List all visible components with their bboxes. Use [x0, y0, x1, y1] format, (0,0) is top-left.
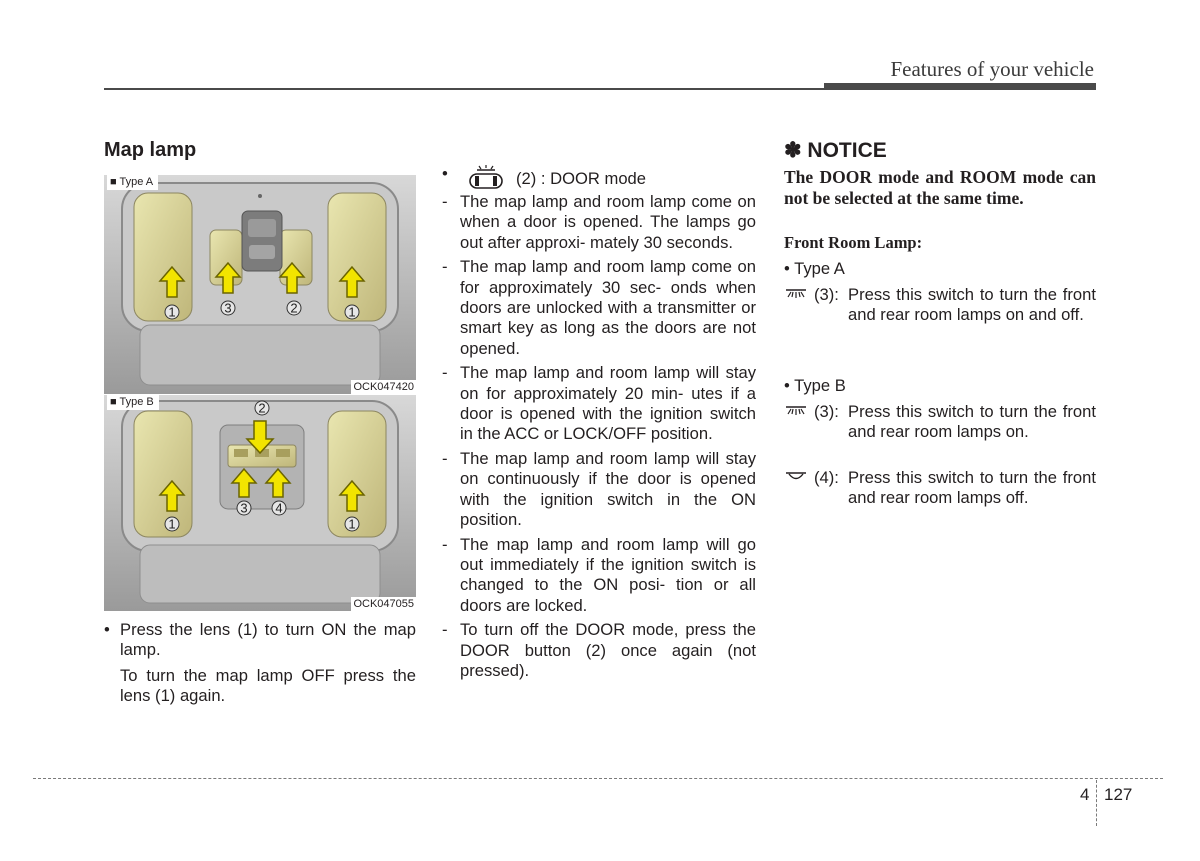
map-lamp-type-b-illustration — [104, 395, 416, 611]
callout-label: 2 — [290, 300, 298, 316]
callout-label: 1 — [348, 516, 356, 532]
door-mode-item: The map lamp and room lamp will stay on continuously if the door is opened with the ignition switch in the ON position. — [460, 448, 756, 530]
room-lamp-off-icon — [784, 469, 808, 485]
switch-description: Press this switch to turn the front and rear room lamps on and off. — [848, 285, 1096, 325]
door-mode-heading: (2) : DOOR mode — [516, 169, 647, 188]
callout-label: 3 — [224, 300, 232, 316]
bullet-mark: • — [442, 164, 448, 183]
callout-label: 1 — [168, 304, 176, 320]
switch-number: (4): — [814, 468, 839, 487]
switch-number: (3): — [814, 285, 839, 304]
header-rule — [104, 88, 1096, 90]
running-header: Features of your vehicle — [890, 57, 1094, 81]
map-lamp-type-a-illustration — [104, 175, 416, 394]
notice-body: The DOOR mode and ROOM mode can not be selected at the same time. — [784, 167, 1096, 208]
door-mode-item: The map lamp and room lamp will stay on for approximately 20 min- utes if a door is opened with the ignition switch in the ACC or LOCK/OFF position. — [460, 363, 756, 444]
bullet-mark: • — [104, 620, 110, 639]
callout-label: 2 — [258, 400, 266, 416]
page-number: 127 — [1104, 785, 1133, 804]
type-a-label: • Type A — [784, 259, 845, 278]
door-mode-section — [442, 164, 756, 685]
type-b-label: • Type B — [784, 376, 846, 395]
door-switch-icon — [464, 164, 508, 190]
turn-off-text: To turn the map lamp OFF press the lens (1) again. — [120, 665, 416, 706]
footer-vertical-divider — [1096, 780, 1097, 826]
callout-label: 4 — [275, 500, 283, 516]
map-lamp-instructions — [104, 620, 416, 707]
door-mode-item: The map lamp and room lamp will go out immediately if the ignition switch is changed to the ON posi- tion or all doors are locked. — [460, 534, 756, 615]
figure-type-a — [104, 175, 416, 394]
type-b-room-switch-on — [784, 402, 1096, 443]
dash-mark: - — [442, 534, 448, 554]
switch-description: Press this switch to turn the front and rear room lamps on. — [848, 402, 1096, 442]
dash-mark: - — [442, 363, 448, 383]
figure-type-label: ■ Type B — [107, 395, 159, 410]
dash-mark: - — [442, 192, 448, 211]
callout-label: 1 — [348, 304, 356, 320]
switch-number: (3): — [814, 402, 839, 421]
type-a-room-switch — [784, 285, 1096, 326]
callout-label: 1 — [168, 516, 176, 532]
door-mode-item: The map lamp and room lamp come on when a door is opened. The lamps go out after approxi- mately 30 seconds. — [460, 192, 756, 252]
press-lens-text: Press the lens (1) to turn ON the map lamp. — [120, 620, 416, 660]
chapter-number: 4 — [1080, 785, 1090, 804]
notice-title: ✽ NOTICE — [784, 139, 887, 162]
room-lamp-on-icon — [784, 286, 808, 302]
room-lamp-on-icon — [784, 403, 808, 419]
callout-label: 3 — [240, 500, 248, 516]
figure-code: OCK047055 — [353, 598, 414, 610]
figure-type-label: ■ Type A — [107, 175, 158, 190]
figure-type-b — [104, 395, 416, 611]
footer-divider — [33, 778, 1163, 779]
door-mode-item: The map lamp and room lamp come on for approximately 30 sec- onds when doors are unlocked with a transmitter or smart key as long as the doors are not opened. — [460, 257, 756, 358]
dash-mark: - — [442, 620, 448, 640]
door-mode-item: To turn off the DOOR mode, press the DOOR button (2) once again (not pressed). — [460, 620, 756, 680]
front-room-lamp-heading: Front Room Lamp: — [784, 233, 923, 252]
type-b-room-switch-off — [784, 468, 1096, 509]
switch-description: Press this switch to turn the front and rear room lamps off. — [848, 468, 1096, 508]
dash-mark: - — [442, 257, 448, 277]
section-title: Map lamp — [104, 139, 197, 161]
figure-code: OCK047420 — [353, 381, 414, 393]
dash-mark: - — [442, 448, 448, 468]
